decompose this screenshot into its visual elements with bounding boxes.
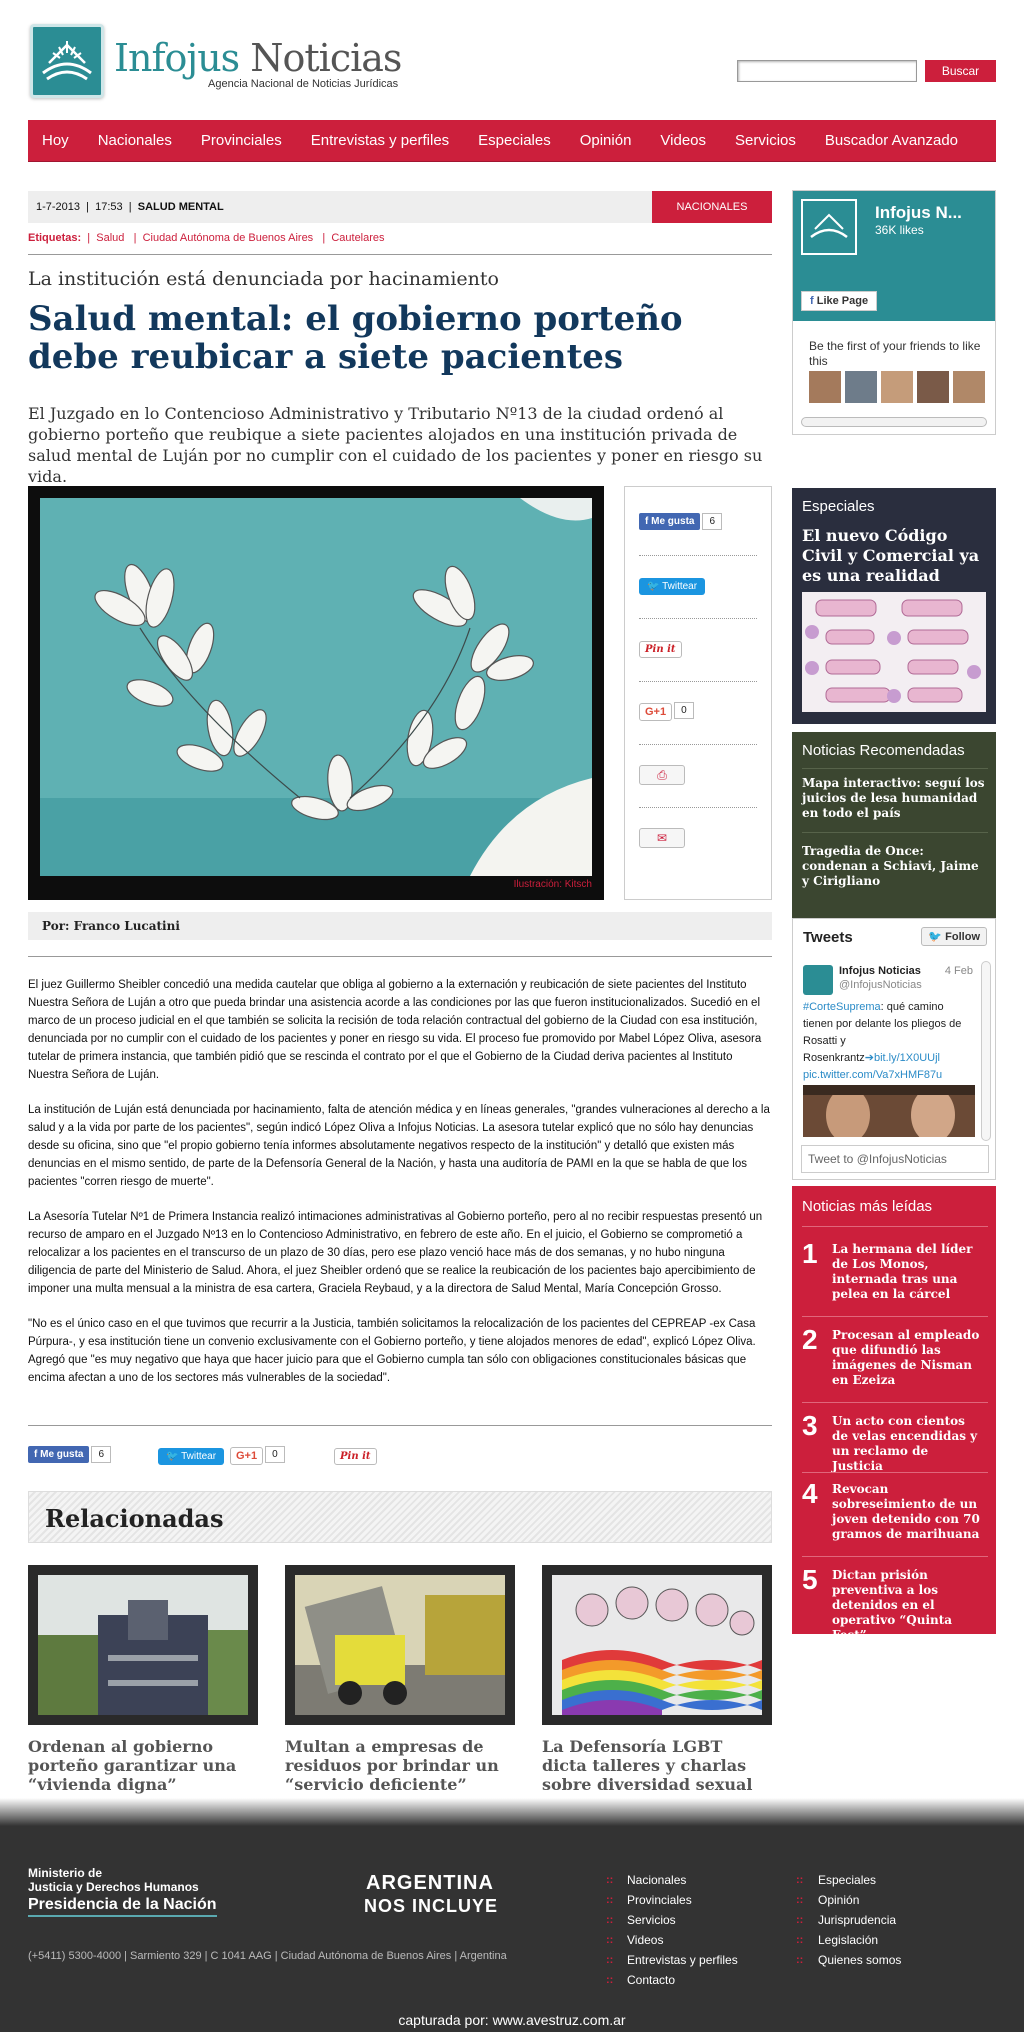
most-read-text[interactable]: Revocan sobreseimiento de un joven detenido con 70 gramos de marihuana — [832, 1482, 980, 1541]
bullet-icon: :: — [796, 1894, 804, 1906]
pin-it-button[interactable]: Pin it — [639, 641, 682, 658]
email-row — [639, 828, 757, 848]
tweets-scrollbar[interactable] — [981, 961, 991, 1141]
bottom-tweet — [158, 1446, 224, 1465]
nav-item-buscador[interactable]: Buscador Avanzado — [824, 132, 959, 149]
article-paragraph: El juez Guillermo Sheibler concedió una medida cautelar que obliga al gobierno a la externación y reubicación de siete pacientes del Instituto Nuestra Señora de Luján a otro que pueda brindar una asistencia acorde a las condiciones por las que fueron institucionalizados. Sucedió en el marco de un proceso judicial en el que también se solicita la recisión de toda relación contractual del gobierno de la Ciudad con esa institución, denunciada por no cumplir con el cuidado de los pacientes y poner en riesgo su vida. El proceso fue promovido por Mabel López Oliva, asesora tutelar de primera instancia, que también pidió que se rescinda el contrato por el que el Gobierno de la Ciudad deriva pacientes al Instituto Nuestra Señora de Luján. — [28, 979, 762, 1081]
tweet-author-name[interactable]: Infojus Noticias — [839, 965, 921, 977]
gplus-button[interactable]: G+1 — [639, 703, 672, 721]
facebook-icon: f — [34, 1449, 38, 1461]
nav-item-nacionales[interactable]: Nacionales — [97, 132, 172, 149]
related-caption[interactable]: La Defensoría LGBT dicta talleres y charlas sobre diversidad sexual — [542, 1737, 753, 1794]
most-read-item[interactable] — [802, 1324, 990, 1404]
related-image[interactable] — [542, 1565, 772, 1725]
bullet-icon: :: — [606, 1934, 614, 1946]
most-read-number: 3 — [802, 1410, 818, 1441]
tweet-button[interactable] — [639, 578, 705, 595]
fb-like-label: Me gusta — [40, 1449, 84, 1461]
main-nav — [28, 120, 996, 162]
most-read-number: 4 — [802, 1478, 818, 1509]
twitter-follow-button[interactable] — [921, 927, 987, 946]
fb-like-count: 6 — [702, 513, 722, 530]
facebook-page-widget — [792, 190, 996, 435]
most-read-text[interactable]: La hermana del líder de Los Monos, internada tras una pelea en la cárcel — [832, 1242, 973, 1301]
argentina-logo-line-1[interactable]: ARGENTINA — [366, 1872, 494, 1894]
divider — [802, 1226, 988, 1227]
tweet-text — [803, 999, 975, 1084]
bottom-pin — [334, 1446, 377, 1465]
tweet-row — [639, 576, 757, 595]
footer-link[interactable]: Provinciales — [627, 1893, 692, 1907]
divider — [802, 1316, 988, 1317]
divider — [802, 1556, 988, 1557]
bullet-icon: :: — [606, 1954, 614, 1966]
gplus-button[interactable]: G+1 — [230, 1447, 263, 1465]
recommended-item[interactable]: Mapa interactivo: seguí los juicios de lesa humanidad en todo el país — [802, 776, 985, 820]
search-button[interactable]: Buscar — [925, 60, 996, 82]
facebook-icon: f — [645, 516, 649, 528]
tweet-date[interactable]: 4 Feb — [944, 965, 973, 977]
most-read-item[interactable] — [802, 1564, 990, 1644]
article-tags: Etiquetas: | Salud | Ciudad Autónoma de Buenos Aires | Cautelares — [28, 232, 385, 244]
article-headline: Salud mental: el gobierno porteño debe reubicar a siete pacientes — [28, 299, 683, 377]
bullet-icon: :: — [606, 1874, 614, 1886]
especiales-label: Especiales — [802, 498, 875, 515]
article-date: 1-7-2013 — [36, 201, 81, 213]
tweet-link[interactable]: ➔bit.ly/1X0UUjl — [864, 1052, 941, 1064]
ministry-line-2[interactable]: Justicia y Derechos Humanos — [28, 1880, 199, 1894]
especiales-title[interactable]: El nuevo Código Civil y Comercial ya es una realidad — [802, 526, 980, 585]
fb-like-count: 6 — [91, 1446, 111, 1463]
facebook-page-name[interactable]: Infojus N... — [875, 203, 962, 222]
tag-link[interactable]: Salud — [96, 232, 125, 244]
byline: Por: Franco Lucatini — [42, 919, 180, 933]
most-read-number: 5 — [802, 1564, 818, 1595]
ministry-line-3[interactable]: Presidencia de la Nación — [28, 1896, 217, 1917]
most-read-number: 2 — [802, 1324, 818, 1355]
laurel-illustration — [40, 498, 592, 876]
header — [0, 0, 1024, 120]
nav-item-entrevistas[interactable]: Entrevistas y perfiles — [310, 132, 450, 149]
gplus-row — [639, 702, 757, 721]
tweet-label: Twittear — [662, 581, 698, 592]
footer-link[interactable]: Jurisprudencia — [818, 1913, 897, 1927]
fb-like-label: Me gusta — [651, 516, 695, 528]
friend-avatar[interactable] — [953, 371, 985, 403]
most-read-text[interactable]: Procesan al empleado que difundió las imágenes de Nisman en Ezeiza — [832, 1328, 980, 1387]
footer-link[interactable]: Entrevistas y perfiles — [627, 1953, 738, 1967]
footer — [0, 1826, 1024, 2032]
like-page-label: Like Page — [816, 295, 869, 307]
tweet-button[interactable] — [158, 1448, 224, 1465]
facebook-cover[interactable] — [793, 191, 995, 321]
facebook-likes: 36K likes — [875, 223, 924, 237]
image-credit: Ilustración: Kitsch — [513, 879, 592, 890]
gplus-count: 0 — [265, 1446, 285, 1463]
nav-item-especiales[interactable]: Especiales — [478, 132, 551, 149]
divider — [802, 768, 988, 769]
site-tagline: Agencia Nacional de Noticias Jurídicas — [208, 78, 399, 90]
nav-item-hoy[interactable]: Hoy — [42, 132, 69, 149]
follow-label: Follow — [945, 931, 980, 943]
pin-row — [639, 639, 757, 658]
article-paragraph: La Asesoría Tutelar Nº1 de Primera Instancia realizó intimaciones administrativas al Gobierno porteño, pero al no recibir respuestas presentó un recurso de amparo en el Juzgado Nº13 en lo Contencioso Administrativo, en febrero de este año. En el juicio, el Gobierno se comprometió a relocalizar a los pacientes en el transcurso de un plazo de 30 días, pero ese plazo venció hace más de dos semanas, y no hubo ninguna diligencia de parte del Ministerio de Salud. Ahora, el juez Sheibler ordenó que se realice la reubicación de los pacientes bajo apercibimiento de imponer una multa mensual a la ministra de esa cartera, Graciela Reybaud, y a la directora de Salud Mental, María Concepción Grosso. — [28, 1211, 763, 1295]
article-paragraph: La institución de Luján está denunciada por hacinamiento, falta de atención médica y en líneas generales, "grandes vulneraciones al derecho a la salud y a la vida por parte de los pacientes", según indicó López Oliva a Infojus Noticias. La asesora tutelar explicó que no sólo hay denuncias desde su oficina, sino que "el propio gobierno tenía informes absolutamente negativos respecto de la institución" y detalló que existen más denuncias en el mismo sentido, de parte de la Defensoría General de la Nación, y hasta una auditoría de PAMI en la que se habla de que los pacientes "corren riesgo de muerte". — [28, 1104, 770, 1188]
footer-fade — [0, 1798, 1024, 1826]
most-read-text[interactable]: Un acto con cientos de velas encendidas y un reclamo de Justicia — [832, 1414, 978, 1473]
most-read-text[interactable]: Dictan prisión preventiva a los detenidos en el operativo “Quinta Fest” — [832, 1568, 953, 1642]
byline-bar — [28, 912, 772, 940]
most-read-label: Noticias más leídas — [802, 1198, 933, 1215]
nav-item-provinciales[interactable]: Provinciales — [200, 132, 282, 149]
fb-like-button[interactable] — [639, 513, 700, 530]
related-image[interactable] — [28, 1565, 258, 1725]
fb-like-button[interactable] — [28, 1446, 89, 1463]
nav-item-servicios[interactable]: Servicios — [735, 132, 796, 149]
article-lead: El Juzgado en lo Contencioso Administrativo y Tributario Nº13 de la ciudad ordenó al gobierno porteño que reubique a siete pacientes alojados en una institución privada de salud mental de Luján por no cumplir con el cuidado de los pacientes y poner en riesgo su vida. — [28, 404, 763, 486]
twitter-widget — [792, 918, 996, 1180]
brand-name-1: Infojus — [114, 36, 240, 80]
related-card[interactable] — [542, 1565, 772, 1794]
tweets-label: Tweets — [803, 929, 853, 946]
twitter-bird-icon: 🐦 — [166, 1451, 179, 1462]
share-panel — [624, 486, 772, 900]
print-icon[interactable]: ⎙ — [639, 765, 685, 785]
bullet-icon: :: — [796, 1914, 804, 1926]
article-category: SALUD MENTAL — [137, 201, 224, 213]
related-caption[interactable]: Multan a empresas de residuos por brindar un “servicio deficiente” — [285, 1737, 499, 1794]
facebook-like-page-button[interactable] — [801, 291, 877, 311]
related-title: Relacionadas — [45, 1504, 224, 1533]
search-input[interactable] — [737, 60, 917, 82]
related-caption[interactable]: Ordenan al gobierno porteño garantizar una “vivienda digna” — [28, 1737, 237, 1794]
nav-item-videos[interactable]: Videos — [660, 132, 707, 149]
site-logo-text[interactable] — [114, 36, 401, 80]
tweet-link[interactable]: pic.twitter.com/Va7xHMF87u — [803, 1069, 943, 1081]
pin-it-button[interactable]: Pin it — [334, 1448, 377, 1465]
recommended-item[interactable]: Tragedia de Once: condenan a Schiavi, Jaime y Cirigliano — [802, 844, 979, 888]
friend-avatar[interactable] — [881, 371, 913, 403]
tweet-hashtag[interactable]: #CorteSuprema — [803, 1001, 881, 1013]
divider — [28, 1425, 772, 1426]
related-card[interactable] — [28, 1565, 258, 1794]
footer-link[interactable]: Contacto — [627, 1973, 676, 1987]
email-icon[interactable]: ✉ — [639, 828, 685, 848]
divider — [639, 681, 757, 682]
tweet-body: : qué camino tienen por delante los pliegos de Rosatti y Rosenkrantz — [803, 1001, 962, 1064]
divider — [802, 1402, 988, 1403]
recommended-widget — [792, 732, 996, 948]
bullet-icon: :: — [796, 1954, 804, 1966]
logo-icon[interactable] — [30, 24, 104, 98]
bullet-icon: :: — [796, 1874, 804, 1886]
bottom-fb-like — [28, 1446, 111, 1464]
tags-label: Etiquetas: — [28, 232, 82, 244]
friend-avatar[interactable] — [917, 371, 949, 403]
footer-link[interactable]: Legislación — [818, 1933, 879, 1947]
bullet-icon: :: — [606, 1894, 614, 1906]
capture-credit: capturada por: www.avestruz.com.ar — [398, 2012, 626, 2028]
footer-link[interactable]: Servicios — [627, 1913, 676, 1927]
most-read-item[interactable] — [802, 1478, 990, 1558]
twitter-bird-icon: 🐦 — [928, 931, 943, 943]
especiales-image[interactable] — [802, 592, 986, 712]
print-row — [639, 765, 757, 785]
bottom-gplus — [230, 1446, 285, 1465]
article-meta-bar — [28, 191, 772, 223]
most-read-number: 1 — [802, 1238, 818, 1269]
facebook-friends-text: Be the first of your friends to like this — [809, 339, 981, 368]
related-card[interactable] — [285, 1565, 515, 1794]
article-meta: 1-7-2013 | 17:53 | SALUD MENTAL — [36, 201, 224, 213]
footer-link[interactable]: Especiales — [818, 1873, 877, 1887]
article-paragraph: "No es el único caso en el que tuvimos que recurrir a la Justicia, también solicitamos la relocalización de los pacientes del CEPREAP -ex Casa Púrpura-, y esa institución tiene un convenio exclusivamente con el Gobierno porteño, y tiene alojados menores de edad", explicó López Oliva. Agregó que "es muy negativo que haya que hacer juicio para que el Gobierno cumpla tan sólo con obligaciones constitucionales básicas que encima afectan a uno de los sectores más vulnerables de la sociedad". — [28, 1318, 756, 1384]
nav-item-opinion[interactable]: Opinión — [579, 132, 632, 149]
bullet-icon: :: — [606, 1974, 614, 1986]
divider — [802, 1472, 988, 1473]
divider — [28, 254, 772, 255]
footer-link[interactable]: Videos — [627, 1933, 664, 1947]
related-image[interactable] — [285, 1565, 515, 1725]
ministry-line-1[interactable]: Ministerio de — [28, 1866, 103, 1880]
article-body — [28, 976, 772, 1404]
tweet-author-handle[interactable]: @InfojusNoticias — [839, 979, 922, 991]
divider — [639, 807, 757, 808]
footer-link[interactable]: Nacionales — [627, 1873, 687, 1887]
twitter-bird-icon: 🐦 — [647, 581, 660, 592]
facebook-scrollbar[interactable] — [801, 417, 987, 427]
section-badge[interactable]: NACIONALES — [652, 191, 772, 223]
divider — [639, 618, 757, 619]
footer-link[interactable]: Opinión — [818, 1893, 860, 1907]
tweet-photo[interactable] — [803, 1085, 975, 1137]
fb-like-row — [639, 513, 757, 531]
brand-name-2: Noticias — [250, 36, 402, 80]
divider — [639, 744, 757, 745]
tweet-label: Twittear — [181, 1451, 217, 1462]
recommended-label: Noticias Recomendadas — [802, 742, 965, 759]
article-kicker: La institución está denunciada por hacinamiento — [28, 268, 499, 290]
bullet-icon: :: — [606, 1914, 614, 1926]
gplus-count: 0 — [674, 702, 694, 719]
tag-link[interactable]: Ciudad Autónoma de Buenos Aires — [142, 232, 314, 244]
facebook-icon: f — [810, 295, 814, 307]
most-read-item[interactable] — [802, 1238, 990, 1318]
friend-avatar[interactable] — [845, 371, 877, 403]
most-read-widget — [792, 1186, 996, 1642]
especiales-widget — [792, 488, 996, 724]
footer-link[interactable]: Quienes somos — [818, 1953, 902, 1967]
bottom-share-bar — [28, 1446, 772, 1470]
article-time: 17:53 — [95, 201, 123, 213]
argentina-logo-line-2[interactable]: NOS INCLUYE — [364, 1896, 499, 1916]
related-header — [28, 1491, 772, 1543]
tweet-avatar[interactable] — [803, 965, 833, 995]
divider — [802, 832, 988, 833]
bullet-icon: :: — [796, 1934, 804, 1946]
divider — [639, 555, 757, 556]
article-image[interactable] — [28, 486, 604, 900]
footer-address: (+5411) 5300-4000 | Sarmiento 329 | C 1041 AAG | Ciudad Autónoma de Buenos Aires | Argentina — [28, 1950, 507, 1962]
infojus-logo-icon — [801, 199, 857, 255]
tag-link[interactable]: Cautelares — [331, 232, 385, 244]
friend-avatar[interactable] — [809, 371, 841, 403]
divider — [28, 956, 772, 957]
tweet-compose-input[interactable]: Tweet to @InfojusNoticias — [801, 1145, 989, 1173]
